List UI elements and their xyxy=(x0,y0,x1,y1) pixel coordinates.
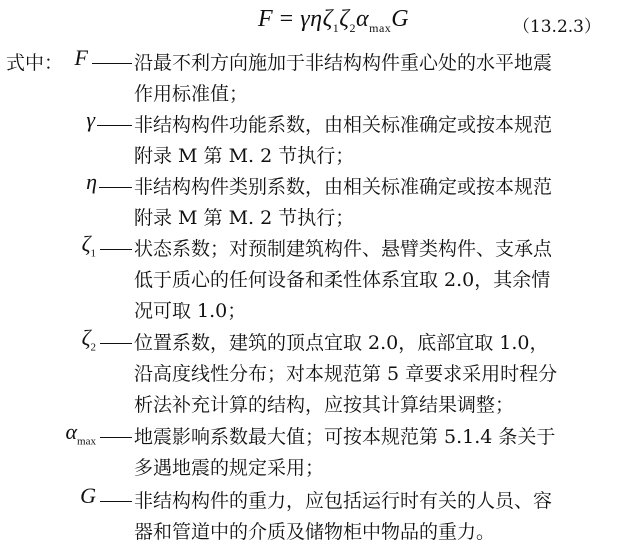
formula-line xyxy=(0,6,623,40)
definition-text xyxy=(134,328,557,421)
symbol-subscript: 1 xyxy=(90,247,96,260)
definition-dash xyxy=(100,501,132,502)
definition-text xyxy=(134,486,552,548)
definition-line: 非结构构件类别系数，由相关标准确定或按本规范 xyxy=(134,176,553,198)
definition-line: 非结构构件功能系数，由相关标准确定或按本规范 xyxy=(134,114,553,136)
symbol-text: η xyxy=(86,169,97,194)
definition-symbol xyxy=(80,483,96,509)
symbol-text: G xyxy=(80,483,96,508)
definition-line: 非结构构件的重力，应包括运行时有关的人员、容 xyxy=(134,490,553,512)
definition-dash xyxy=(100,343,132,344)
definition-line: 沿高度线性分布；对本规范第 5 章要求采用时程分 xyxy=(134,363,558,385)
definition-symbol xyxy=(82,231,96,259)
definition-text xyxy=(134,48,552,110)
symbol-text: α xyxy=(65,419,78,444)
symbol-subscript: max xyxy=(77,435,96,448)
definition-line: 附录 M 第 M. 2 节执行； xyxy=(134,145,355,167)
formula xyxy=(258,6,409,36)
definition-line: 状态系数；对预制建筑构件、悬臂类构件、支承点 xyxy=(134,238,553,260)
symbol-text: γ xyxy=(86,107,95,132)
formula-rhs-main: γηζ xyxy=(300,6,333,32)
definition-text xyxy=(134,234,552,327)
equation-number: （13.2.3） xyxy=(512,17,601,37)
formula-sub-1: 1 xyxy=(332,20,340,35)
definition-line: 地震影响系数最大值；可按本规范第 5.1.4 条关于 xyxy=(134,426,556,448)
intro-label: 式中： xyxy=(6,52,64,74)
definition-line: 析法补充计算的结构，应按其计算结果调整； xyxy=(134,394,515,416)
definition-text xyxy=(134,172,552,234)
definition-text xyxy=(134,422,555,484)
definition-dash xyxy=(92,63,132,64)
formula-alpha: α xyxy=(356,6,370,32)
formula-g: G xyxy=(391,6,410,32)
definition-line: 况可取 1.0； xyxy=(134,300,247,322)
definition-dash xyxy=(99,187,132,188)
formula-alpha-sub: max xyxy=(369,20,392,35)
formula-equals: = xyxy=(273,6,301,32)
symbol-text: ζ xyxy=(81,325,91,350)
definition-symbol xyxy=(65,419,96,447)
symbol-text: F xyxy=(74,45,88,70)
definition-symbol xyxy=(75,45,88,71)
symbol-subscript: 2 xyxy=(90,341,96,354)
definition-text xyxy=(134,110,552,172)
definition-line: 作用标准值； xyxy=(134,83,249,105)
definition-line: 附录 M 第 M. 2 节执行； xyxy=(134,207,355,229)
definition-line: 低于质心的任何设备和柔性体系宜取 2.0，其余情 xyxy=(134,269,551,291)
definition-line: 多遇地震的规定采用； xyxy=(134,457,325,479)
definition-dash xyxy=(100,249,132,250)
definition-dash xyxy=(100,437,132,438)
symbol-text: ζ xyxy=(81,231,91,256)
formula-zeta2: ζ xyxy=(339,6,350,32)
definition-line: 器和管道中的介质及储物柜中物品的重力。 xyxy=(134,521,496,543)
definition-symbol xyxy=(86,107,95,133)
definition-line: 沿最不利方向施加于非结构构件重心处的水平地震 xyxy=(134,52,553,74)
formula-lhs: F xyxy=(258,6,274,32)
formula-sub-2: 2 xyxy=(349,20,357,35)
definition-dash xyxy=(97,125,132,126)
definition-line: 位置系数，建筑的顶点宜取 2.0，底部宜取 1.0， xyxy=(134,332,549,354)
definition-symbol xyxy=(82,325,96,353)
definition-symbol xyxy=(86,169,97,195)
